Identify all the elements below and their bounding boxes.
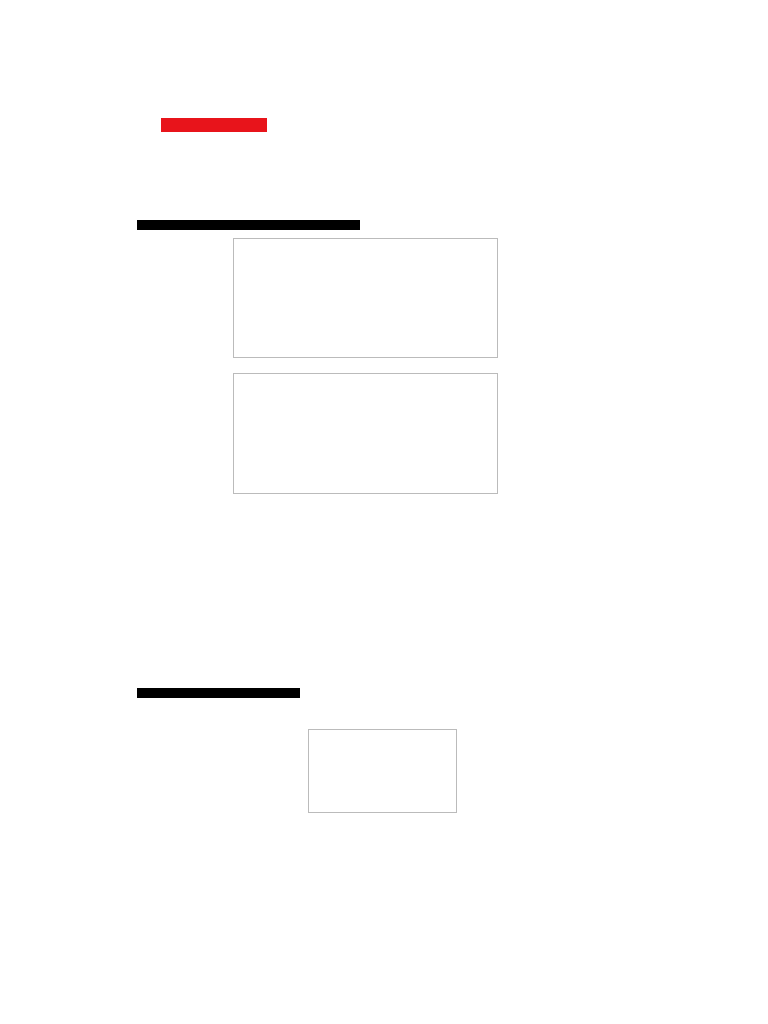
histogram-chart-2-svg <box>234 374 497 493</box>
section-method-free-hand <box>137 220 360 230</box>
semi-average-chart-svg <box>309 730 456 812</box>
histogram-chart-2 <box>233 373 498 494</box>
section-method-semi-average <box>137 688 300 698</box>
histogram-chart-1-svg <box>234 239 497 357</box>
semi-average-chart <box>308 729 457 813</box>
page-title <box>161 118 267 132</box>
histogram-chart-1 <box>233 238 498 358</box>
